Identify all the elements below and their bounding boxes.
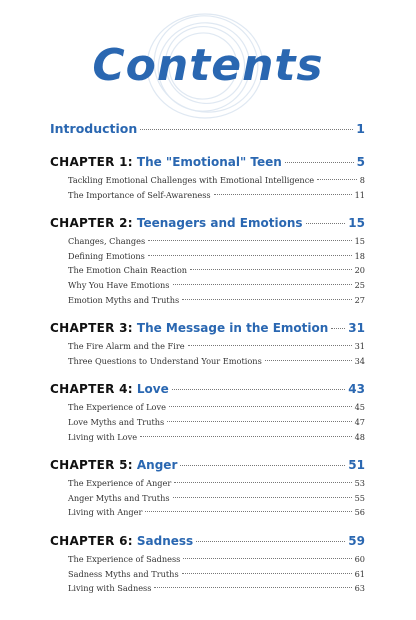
section-entry[interactable]: [50, 295, 365, 310]
dot-leader: [182, 573, 352, 574]
dot-leader: [140, 436, 352, 437]
section-page: 18: [354, 250, 365, 261]
section-title: Three Questions to Understand Your Emotions: [68, 355, 262, 366]
chapter-page: 15: [348, 216, 365, 231]
section-entry[interactable]: [50, 554, 365, 569]
dot-leader: [140, 129, 353, 130]
section-page: 8: [359, 175, 365, 185]
dot-leader: [183, 558, 351, 559]
section-entry[interactable]: [50, 507, 365, 522]
section-title: Anger Myths and Truths: [68, 492, 170, 503]
section-title: The Fire Alarm and the Fire: [68, 341, 185, 352]
section-title: The Experience of Love: [68, 402, 166, 413]
section-entry[interactable]: [50, 493, 365, 508]
table-of-contents: [50, 121, 365, 598]
chapter-list: [50, 155, 365, 598]
dot-leader: [306, 223, 346, 224]
dot-leader: [331, 328, 345, 329]
chapter-heading[interactable]: [50, 458, 365, 478]
section-entry[interactable]: [50, 251, 365, 266]
chapter-number: CHAPTER 4:: [50, 382, 133, 397]
dot-leader: [188, 345, 352, 346]
dot-leader: [167, 421, 351, 422]
section-page: 60: [354, 553, 365, 564]
section-title: The Emotion Chain Reaction: [68, 265, 188, 276]
chapter-number: CHAPTER 5:: [50, 458, 133, 473]
chapter-page: 5: [356, 155, 365, 169]
section-page: 47: [354, 416, 365, 427]
section-page: 61: [354, 568, 365, 579]
dot-leader: [173, 284, 352, 285]
chapter-title: Teenagers and Emotions: [136, 216, 303, 231]
dot-leader: [148, 255, 352, 256]
dot-leader: [174, 482, 351, 483]
dot-leader: [173, 497, 352, 498]
section-page: 20: [354, 265, 365, 276]
section-entry[interactable]: [50, 402, 365, 417]
section-title: Living with Love: [68, 431, 138, 442]
dot-leader: [265, 360, 352, 361]
dot-leader: [148, 240, 351, 241]
section-entry[interactable]: [50, 417, 365, 432]
dot-leader: [190, 269, 352, 270]
chapter-number: CHAPTER 1:: [50, 155, 133, 169]
section-title: Defining Emotions: [68, 250, 145, 261]
toc-introduction[interactable]: [50, 121, 365, 143]
section-entry[interactable]: [50, 478, 365, 493]
section-page: 45: [354, 402, 365, 413]
dot-leader: [196, 541, 345, 542]
dot-leader: [214, 194, 352, 195]
section-page: 63: [354, 583, 365, 594]
section-title: Sadness Myths and Truths: [68, 568, 179, 579]
section-entry[interactable]: [50, 341, 365, 356]
chapter-page: 51: [348, 458, 365, 473]
section-page: 27: [354, 294, 365, 305]
section-title: Changes, Changes: [68, 236, 146, 247]
dot-leader: [285, 162, 354, 163]
section-page: 34: [354, 355, 365, 366]
section-title: Living with Anger: [68, 507, 143, 518]
section-title: The Experience of Anger: [68, 478, 172, 489]
chapter-number: CHAPTER 3:: [50, 321, 133, 336]
section-page: 11: [354, 189, 365, 200]
chapter-title: Sadness: [136, 533, 194, 548]
dot-leader: [180, 465, 345, 466]
section-title: Living with Sadness: [68, 583, 152, 594]
chapter-page: 43: [348, 382, 365, 397]
chapter-heading[interactable]: [50, 155, 365, 175]
section-entry[interactable]: [50, 265, 365, 280]
section-entry[interactable]: [50, 583, 365, 598]
section-entry[interactable]: [50, 190, 365, 205]
chapter-number: CHAPTER 6:: [50, 533, 133, 548]
dot-leader: [172, 389, 346, 390]
section-entry[interactable]: [50, 432, 365, 447]
dot-leader: [154, 587, 351, 588]
section-entry[interactable]: [50, 236, 365, 251]
chapter-heading[interactable]: [50, 216, 365, 236]
dot-leader: [145, 511, 351, 512]
dot-leader: [169, 406, 352, 407]
chapter-number: CHAPTER 2:: [50, 216, 133, 231]
section-entry[interactable]: [50, 356, 365, 371]
section-page: 31: [354, 341, 365, 352]
section-title: Tackling Emotional Challenges with Emotional Intelligence: [68, 175, 315, 185]
chapter-page: 59: [348, 533, 365, 548]
section-title: Love Myths and Truths: [68, 416, 165, 427]
section-title: The Experience of Sadness: [68, 553, 181, 564]
chapter-title: The Message in the Emotion: [136, 321, 329, 336]
page-title: Contents: [92, 40, 324, 91]
section-title: Emotion Myths and Truths: [68, 294, 180, 305]
introduction-label: Introduction: [50, 121, 138, 136]
section-page: 15: [354, 236, 365, 247]
section-entry[interactable]: [50, 569, 365, 584]
section-page: 53: [354, 478, 365, 489]
chapter-heading[interactable]: [50, 382, 365, 402]
section-title: Why You Have Emotions: [68, 279, 170, 290]
section-page: 25: [354, 279, 365, 290]
section-entry[interactable]: [50, 175, 365, 190]
chapter-page: 31: [348, 321, 365, 336]
section-page: 55: [354, 492, 365, 503]
chapter-heading[interactable]: [50, 321, 365, 341]
section-title: The Importance of Self-Awareness: [68, 189, 211, 200]
section-entry[interactable]: [50, 280, 365, 295]
section-page: 48: [354, 431, 365, 442]
introduction-page: 1: [356, 121, 365, 136]
dot-leader: [182, 299, 351, 300]
section-page: 56: [354, 507, 365, 518]
chapter-heading[interactable]: [50, 534, 365, 554]
chapter-title: Love: [136, 382, 169, 397]
chapter-title: Anger: [136, 458, 178, 473]
dot-leader: [317, 179, 357, 180]
chapter-title: The "Emotional" Teen: [136, 155, 282, 169]
